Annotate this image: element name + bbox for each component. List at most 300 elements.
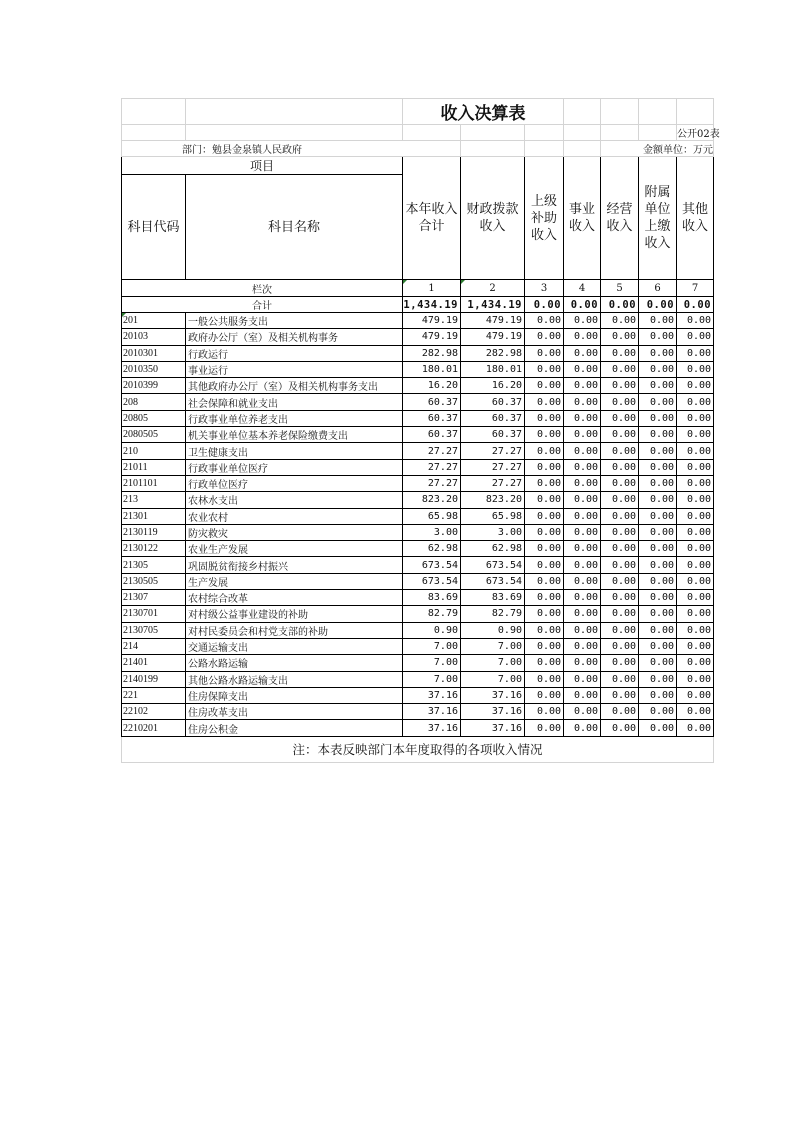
subject-name: 住房公积金 <box>186 720 403 736</box>
amount-cell: 180.01 <box>461 361 525 377</box>
amount-cell: 0.00 <box>677 329 714 345</box>
amount-cell: 82.79 <box>403 606 461 622</box>
amount-cell: 0.00 <box>601 361 639 377</box>
amount-cell: 0.00 <box>677 622 714 638</box>
subject-name: 其他政府办公厅（室）及相关机构事务支出 <box>186 378 403 394</box>
amount-cell: 0.00 <box>564 573 601 589</box>
department-label: 部门：勉县金泉镇人民政府 <box>122 141 461 157</box>
table-row <box>122 508 714 524</box>
amount-cell: 0.00 <box>525 541 564 557</box>
total-value: 0.00 <box>677 297 714 313</box>
blank-cell <box>186 99 403 125</box>
blank-cell <box>564 99 601 125</box>
amount-cell: 0.00 <box>639 459 677 475</box>
subject-code: 2130505 <box>122 573 186 589</box>
amount-cell: 0.00 <box>564 329 601 345</box>
amount-cell: 0.00 <box>525 590 564 606</box>
total-value: 1,434.19 <box>461 297 525 313</box>
amount-cell: 0.00 <box>601 378 639 394</box>
amount-cell: 0.00 <box>677 720 714 736</box>
amount-cell: 0.00 <box>677 671 714 687</box>
subject-name: 住房改革支出 <box>186 704 403 720</box>
subject-code: 2010399 <box>122 378 186 394</box>
column-number: 3 <box>525 280 564 297</box>
page-title: 收入决算表 <box>403 99 564 125</box>
amount-cell: 0.00 <box>601 492 639 508</box>
subject-code: 210 <box>122 443 186 459</box>
amount-cell: 3.00 <box>403 524 461 540</box>
amount-cell: 0.00 <box>601 541 639 557</box>
subject-name: 其他公路水路运输支出 <box>186 671 403 687</box>
amount-cell: 0.00 <box>601 638 639 654</box>
amount-cell: 0.00 <box>677 459 714 475</box>
subject-name: 住房保障支出 <box>186 687 403 703</box>
amount-cell: 0.00 <box>639 687 677 703</box>
amount-cell: 0.00 <box>677 541 714 557</box>
amount-cell: 7.00 <box>461 671 525 687</box>
amount-cell: 0.00 <box>601 410 639 426</box>
amount-cell: 27.27 <box>403 459 461 475</box>
table-row <box>122 655 714 671</box>
table-row <box>122 557 714 573</box>
table-row <box>122 394 714 410</box>
amount-cell: 0.00 <box>677 655 714 671</box>
amount-cell: 0.00 <box>639 329 677 345</box>
amount-unit-label: 金额单位：万元 <box>601 141 714 157</box>
table-row <box>122 378 714 394</box>
amount-cell: 0.00 <box>639 427 677 443</box>
amount-cell: 27.27 <box>461 459 525 475</box>
amount-cell: 823.20 <box>461 492 525 508</box>
table-row <box>122 541 714 557</box>
amount-cell: 0.00 <box>677 704 714 720</box>
amount-cell: 0.00 <box>601 394 639 410</box>
amount-cell: 0.00 <box>639 557 677 573</box>
amount-cell: 0.00 <box>525 492 564 508</box>
amount-cell: 0.00 <box>525 394 564 410</box>
subject-code: 213 <box>122 492 186 508</box>
table-row <box>122 606 714 622</box>
amount-cell: 37.16 <box>403 704 461 720</box>
amount-cell: 0.00 <box>677 361 714 377</box>
amount-cell: 0.00 <box>601 524 639 540</box>
amount-cell: 0.00 <box>601 704 639 720</box>
amount-cell: 0.00 <box>677 427 714 443</box>
amount-cell: 0.00 <box>677 557 714 573</box>
total-value: 0.00 <box>564 297 601 313</box>
amount-cell: 0.00 <box>601 459 639 475</box>
column-number: 2 <box>461 280 525 297</box>
subject-name: 对村民委员会和村党支部的补助 <box>186 622 403 638</box>
amount-cell: 0.00 <box>639 524 677 540</box>
amount-cell: 0.00 <box>639 704 677 720</box>
column-number-label: 栏次 <box>122 280 403 297</box>
subject-name: 社会保障和就业支出 <box>186 394 403 410</box>
amount-cell: 0.00 <box>525 475 564 491</box>
blank-cell <box>122 99 186 125</box>
amount-cell: 0.00 <box>677 313 714 329</box>
header-col-1: 本年收入合计 <box>403 157 461 280</box>
subject-name: 公路水路运输 <box>186 655 403 671</box>
amount-cell: 0.00 <box>677 508 714 524</box>
amount-cell: 0.00 <box>564 524 601 540</box>
income-statement-sheet <box>121 98 720 763</box>
table-note: 注：本表反映部门本年度取得的各项收入情况 <box>122 736 714 762</box>
table-row <box>122 622 714 638</box>
subject-code: 2130701 <box>122 606 186 622</box>
subject-name: 巩固脱贫衔接乡村振兴 <box>186 557 403 573</box>
amount-cell: 0.00 <box>601 687 639 703</box>
amount-cell: 0.00 <box>639 671 677 687</box>
amount-cell: 0.00 <box>639 475 677 491</box>
subject-code: 2140199 <box>122 671 186 687</box>
table-row <box>122 638 714 654</box>
header-col-6: 附属单位上缴收入 <box>639 157 677 280</box>
amount-cell: 0.00 <box>564 427 601 443</box>
amount-cell: 282.98 <box>461 345 525 361</box>
subject-code: 2130122 <box>122 541 186 557</box>
header-code: 科目代码 <box>122 175 186 280</box>
amount-cell: 0.00 <box>601 573 639 589</box>
subject-code: 22102 <box>122 704 186 720</box>
total-value: 0.00 <box>639 297 677 313</box>
total-value: 0.00 <box>601 297 639 313</box>
subject-code: 201 <box>122 313 186 329</box>
table-row <box>122 313 714 329</box>
table-row <box>122 704 714 720</box>
subject-code: 2010301 <box>122 345 186 361</box>
amount-cell: 0.00 <box>601 345 639 361</box>
amount-cell: 0.00 <box>564 394 601 410</box>
subject-code: 21307 <box>122 590 186 606</box>
table-row <box>122 573 714 589</box>
amount-cell: 0.00 <box>564 704 601 720</box>
table-row <box>122 671 714 687</box>
amount-cell: 16.20 <box>403 378 461 394</box>
amount-cell: 823.20 <box>403 492 461 508</box>
total-row <box>122 297 714 313</box>
header-col-4: 事业收入 <box>564 157 601 280</box>
amount-cell: 0.00 <box>525 313 564 329</box>
amount-cell: 0.00 <box>677 687 714 703</box>
amount-cell: 673.54 <box>461 557 525 573</box>
amount-cell: 0.00 <box>564 557 601 573</box>
table-row <box>122 590 714 606</box>
subject-code: 2210201 <box>122 720 186 736</box>
amount-cell: 0.00 <box>525 524 564 540</box>
table-row <box>122 687 714 703</box>
header-col-3: 上级补助收入 <box>525 157 564 280</box>
subject-name: 防灾救灾 <box>186 524 403 540</box>
amount-cell: 62.98 <box>403 541 461 557</box>
amount-cell: 0.00 <box>564 459 601 475</box>
amount-cell: 0.00 <box>525 606 564 622</box>
table-row <box>122 443 714 459</box>
amount-cell: 0.00 <box>677 345 714 361</box>
amount-cell: 0.00 <box>564 687 601 703</box>
amount-cell: 0.00 <box>639 508 677 524</box>
amount-cell: 0.00 <box>601 475 639 491</box>
table-row <box>122 475 714 491</box>
amount-cell: 3.00 <box>461 524 525 540</box>
subject-code: 21301 <box>122 508 186 524</box>
amount-cell: 0.00 <box>601 313 639 329</box>
amount-cell: 0.00 <box>564 720 601 736</box>
amount-cell: 0.00 <box>639 361 677 377</box>
amount-cell: 7.00 <box>461 655 525 671</box>
table-row <box>122 329 714 345</box>
amount-cell: 0.00 <box>677 475 714 491</box>
column-number: 6 <box>639 280 677 297</box>
subject-name: 行政事业单位医疗 <box>186 459 403 475</box>
income-table <box>121 98 720 763</box>
amount-cell: 0.00 <box>525 573 564 589</box>
amount-cell: 180.01 <box>403 361 461 377</box>
subject-name: 卫生健康支出 <box>186 443 403 459</box>
amount-cell: 0.00 <box>564 508 601 524</box>
amount-cell: 0.00 <box>677 443 714 459</box>
amount-cell: 0.00 <box>525 687 564 703</box>
amount-cell: 0.00 <box>639 410 677 426</box>
subject-code: 214 <box>122 638 186 654</box>
amount-cell: 65.98 <box>461 508 525 524</box>
amount-cell: 37.16 <box>403 720 461 736</box>
amount-cell: 27.27 <box>461 475 525 491</box>
subject-code: 2130119 <box>122 524 186 540</box>
subject-code: 2080505 <box>122 427 186 443</box>
amount-cell: 0.00 <box>639 378 677 394</box>
subject-name: 农业农村 <box>186 508 403 524</box>
amount-cell: 0.00 <box>564 492 601 508</box>
subject-code: 21305 <box>122 557 186 573</box>
amount-cell: 0.00 <box>525 361 564 377</box>
amount-cell: 60.37 <box>461 427 525 443</box>
amount-cell: 0.00 <box>639 622 677 638</box>
amount-cell: 83.69 <box>461 590 525 606</box>
amount-cell: 0.00 <box>677 590 714 606</box>
amount-cell: 0.00 <box>525 622 564 638</box>
amount-cell: 0.00 <box>564 590 601 606</box>
table-row <box>122 427 714 443</box>
header-col-5: 经营收入 <box>601 157 639 280</box>
subject-name: 农村综合改革 <box>186 590 403 606</box>
blank-cell <box>639 99 677 125</box>
subject-name: 事业运行 <box>186 361 403 377</box>
amount-cell: 0.00 <box>601 329 639 345</box>
amount-cell: 0.00 <box>639 541 677 557</box>
subject-code: 208 <box>122 394 186 410</box>
amount-cell: 0.00 <box>601 557 639 573</box>
table-row <box>122 361 714 377</box>
column-number: 7 <box>677 280 714 297</box>
amount-cell: 60.37 <box>403 394 461 410</box>
amount-cell: 0.00 <box>639 720 677 736</box>
sheet-code: 公开02表 <box>677 125 714 141</box>
amount-cell: 0.00 <box>525 459 564 475</box>
amount-cell: 0.90 <box>461 622 525 638</box>
column-number: 4 <box>564 280 601 297</box>
amount-cell: 0.00 <box>564 671 601 687</box>
amount-cell: 0.00 <box>525 378 564 394</box>
header-item: 项目 <box>122 157 403 175</box>
amount-cell: 60.37 <box>461 394 525 410</box>
amount-cell: 0.00 <box>525 345 564 361</box>
amount-cell: 0.00 <box>677 638 714 654</box>
header-col-2: 财政拨款收入 <box>461 157 525 280</box>
subject-name: 行政事业单位养老支出 <box>186 410 403 426</box>
amount-cell: 0.00 <box>564 655 601 671</box>
table-row <box>122 524 714 540</box>
amount-cell: 0.00 <box>601 720 639 736</box>
amount-cell: 0.00 <box>564 361 601 377</box>
amount-cell: 0.00 <box>564 410 601 426</box>
subject-code: 21011 <box>122 459 186 475</box>
amount-cell: 0.00 <box>601 508 639 524</box>
table-row <box>122 459 714 475</box>
amount-cell: 0.00 <box>564 475 601 491</box>
amount-cell: 0.00 <box>564 313 601 329</box>
table-row <box>122 720 714 736</box>
amount-cell: 60.37 <box>461 410 525 426</box>
amount-cell: 7.00 <box>403 671 461 687</box>
amount-cell: 0.00 <box>525 638 564 654</box>
amount-cell: 0.00 <box>639 492 677 508</box>
subject-name: 农林水支出 <box>186 492 403 508</box>
amount-cell: 673.54 <box>403 573 461 589</box>
amount-cell: 27.27 <box>403 443 461 459</box>
amount-cell: 0.00 <box>525 427 564 443</box>
amount-cell: 7.00 <box>403 638 461 654</box>
amount-cell: 0.00 <box>677 394 714 410</box>
amount-cell: 0.00 <box>601 655 639 671</box>
amount-cell: 0.00 <box>564 606 601 622</box>
amount-cell: 0.00 <box>601 622 639 638</box>
column-number: 5 <box>601 280 639 297</box>
amount-cell: 83.69 <box>403 590 461 606</box>
amount-cell: 479.19 <box>403 313 461 329</box>
amount-cell: 60.37 <box>403 410 461 426</box>
column-number: 1 <box>403 280 461 297</box>
amount-cell: 27.27 <box>461 443 525 459</box>
subject-code: 20103 <box>122 329 186 345</box>
amount-cell: 479.19 <box>403 329 461 345</box>
table-row <box>122 345 714 361</box>
amount-cell: 0.00 <box>564 638 601 654</box>
subject-name: 农业生产发展 <box>186 541 403 557</box>
subject-name: 政府办公厅（室）及相关机构事务 <box>186 329 403 345</box>
subject-code: 21401 <box>122 655 186 671</box>
amount-cell: 0.00 <box>639 638 677 654</box>
amount-cell: 0.00 <box>639 655 677 671</box>
table-row <box>122 410 714 426</box>
amount-cell: 0.00 <box>601 606 639 622</box>
blank-cell <box>601 99 639 125</box>
amount-cell: 62.98 <box>461 541 525 557</box>
amount-cell: 0.00 <box>564 541 601 557</box>
subject-name: 一般公共服务支出 <box>186 313 403 329</box>
amount-cell: 673.54 <box>461 573 525 589</box>
subject-name: 行政单位医疗 <box>186 475 403 491</box>
amount-cell: 65.98 <box>403 508 461 524</box>
table-row <box>122 492 714 508</box>
subject-name: 生产发展 <box>186 573 403 589</box>
amount-cell: 37.16 <box>403 687 461 703</box>
subject-name: 机关事业单位基本养老保险缴费支出 <box>186 427 403 443</box>
amount-cell: 0.00 <box>564 345 601 361</box>
amount-cell: 479.19 <box>461 329 525 345</box>
amount-cell: 0.00 <box>525 508 564 524</box>
subject-code: 2010350 <box>122 361 186 377</box>
amount-cell: 0.00 <box>564 443 601 459</box>
subject-code: 20805 <box>122 410 186 426</box>
subject-name: 交通运输支出 <box>186 638 403 654</box>
total-label: 合计 <box>122 297 403 313</box>
amount-cell: 0.00 <box>639 606 677 622</box>
total-value: 0.00 <box>525 297 564 313</box>
amount-cell: 37.16 <box>461 720 525 736</box>
amount-cell: 0.00 <box>601 427 639 443</box>
amount-cell: 0.00 <box>525 655 564 671</box>
amount-cell: 7.00 <box>461 638 525 654</box>
amount-cell: 0.00 <box>525 557 564 573</box>
amount-cell: 0.00 <box>525 443 564 459</box>
amount-cell: 0.00 <box>601 671 639 687</box>
subject-code: 2130705 <box>122 622 186 638</box>
total-value: 1,434.19 <box>403 297 461 313</box>
amount-cell: 0.00 <box>677 606 714 622</box>
amount-cell: 0.00 <box>564 622 601 638</box>
amount-cell: 673.54 <box>403 557 461 573</box>
amount-cell: 0.00 <box>525 704 564 720</box>
amount-cell: 0.00 <box>639 590 677 606</box>
amount-cell: 0.00 <box>677 378 714 394</box>
amount-cell: 0.00 <box>564 378 601 394</box>
amount-cell: 0.00 <box>639 573 677 589</box>
header-col-7: 其他收入 <box>677 157 714 280</box>
amount-cell: 0.00 <box>525 410 564 426</box>
subject-name: 对村级公益事业建设的补助 <box>186 606 403 622</box>
amount-cell: 0.00 <box>525 671 564 687</box>
amount-cell: 0.00 <box>601 590 639 606</box>
amount-cell: 0.00 <box>525 720 564 736</box>
header-name: 科目名称 <box>186 175 403 280</box>
amount-cell: 27.27 <box>403 475 461 491</box>
amount-cell: 0.00 <box>639 313 677 329</box>
blank-cell <box>677 99 714 125</box>
amount-cell: 479.19 <box>461 313 525 329</box>
amount-cell: 282.98 <box>403 345 461 361</box>
amount-cell: 37.16 <box>461 687 525 703</box>
amount-cell: 0.00 <box>525 329 564 345</box>
amount-cell: 60.37 <box>403 427 461 443</box>
amount-cell: 0.00 <box>677 524 714 540</box>
amount-cell: 0.00 <box>677 573 714 589</box>
amount-cell: 7.00 <box>403 655 461 671</box>
amount-cell: 0.00 <box>639 394 677 410</box>
amount-cell: 82.79 <box>461 606 525 622</box>
amount-cell: 0.90 <box>403 622 461 638</box>
subject-name: 行政运行 <box>186 345 403 361</box>
amount-cell: 0.00 <box>677 492 714 508</box>
amount-cell: 0.00 <box>639 443 677 459</box>
amount-cell: 16.20 <box>461 378 525 394</box>
column-number-row <box>122 280 714 297</box>
subject-code: 2101101 <box>122 475 186 491</box>
amount-cell: 37.16 <box>461 704 525 720</box>
subject-code: 221 <box>122 687 186 703</box>
amount-cell: 0.00 <box>677 410 714 426</box>
amount-cell: 0.00 <box>601 443 639 459</box>
